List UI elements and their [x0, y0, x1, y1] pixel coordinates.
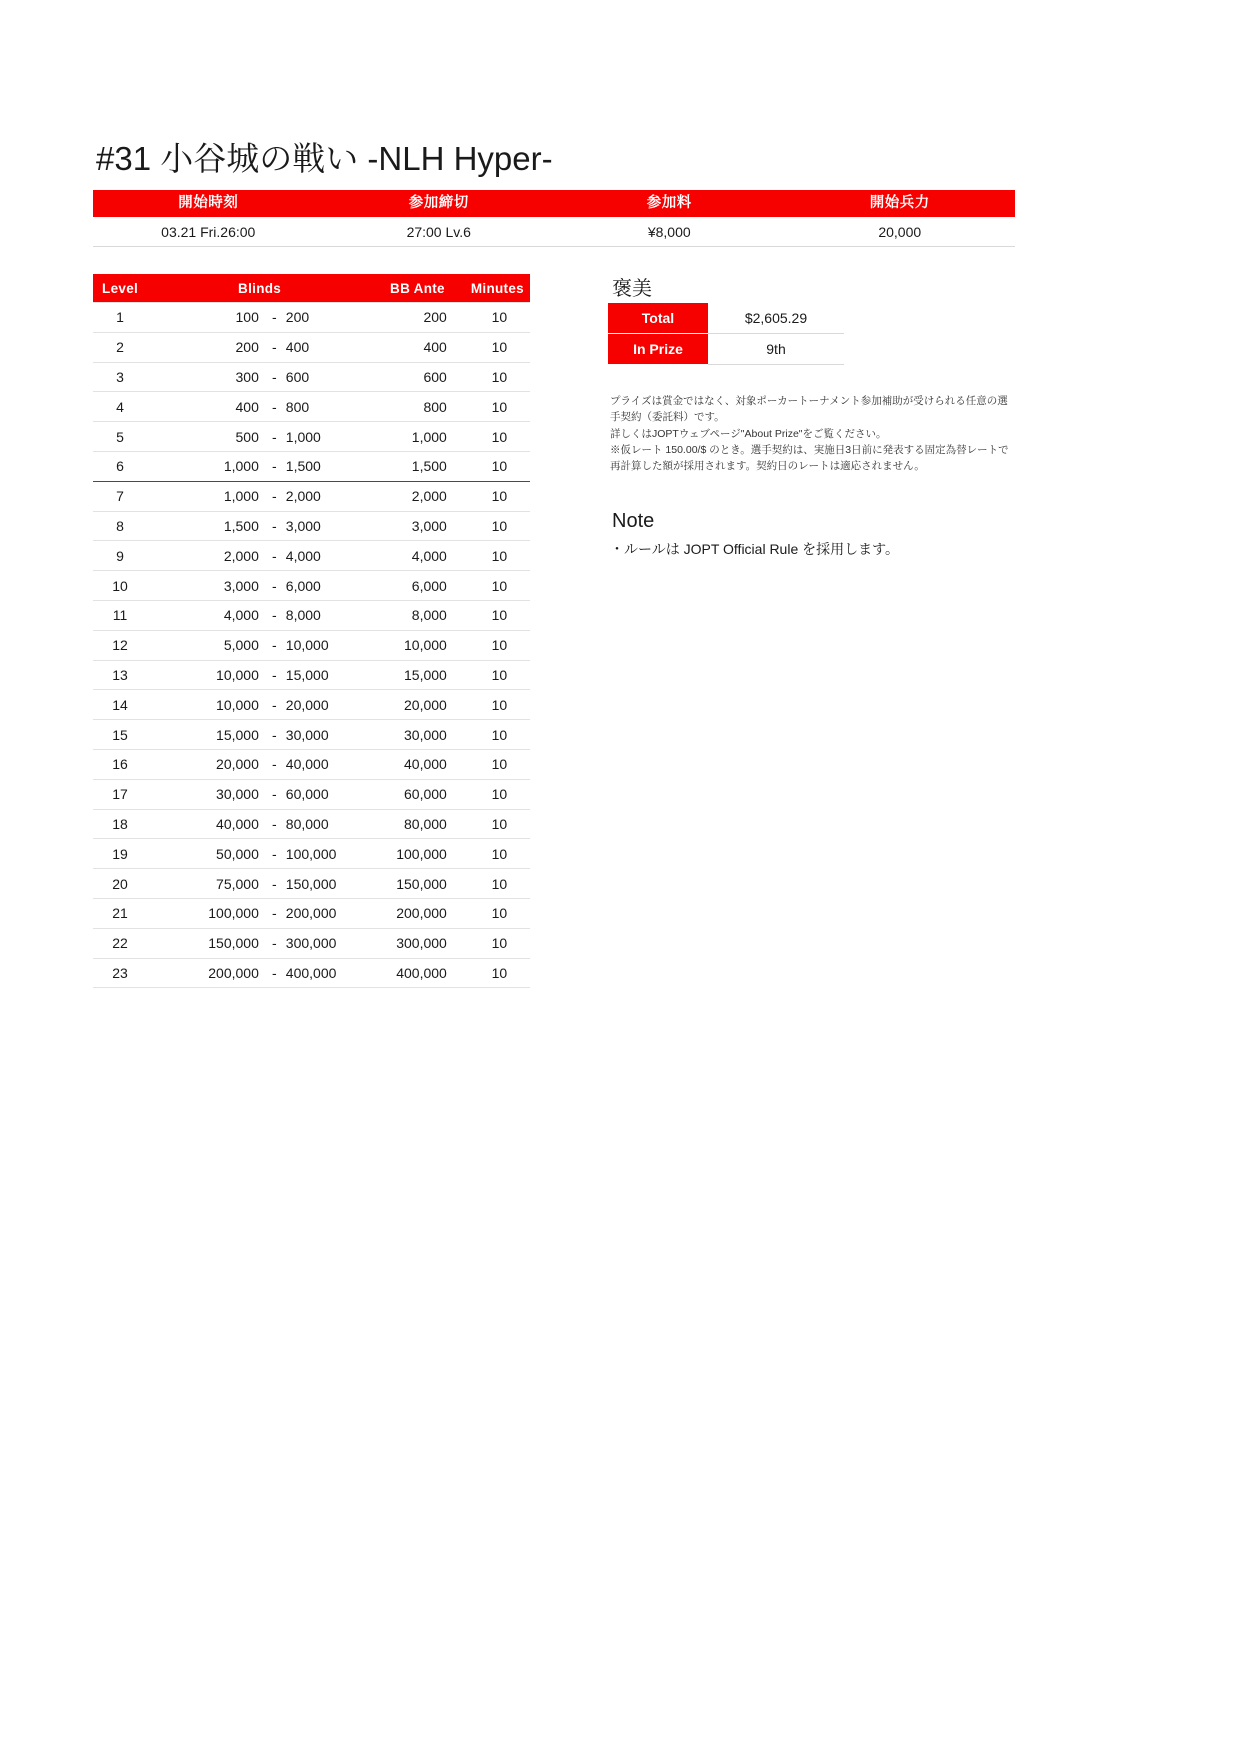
cell-blind-separator: - — [265, 660, 284, 690]
cell-minutes: 10 — [469, 660, 530, 690]
cell-level: 20 — [93, 869, 147, 899]
cell-blind-separator: - — [265, 720, 284, 750]
cell-blind-separator: - — [265, 779, 284, 809]
cell-bb-ante: 30,000 — [372, 720, 469, 750]
prize-table-body — [608, 303, 844, 365]
cell-minutes: 10 — [469, 600, 530, 630]
table-row — [93, 630, 530, 660]
cell-level: 6 — [93, 451, 147, 481]
table-row — [93, 958, 530, 988]
cell-minutes: 10 — [469, 303, 530, 333]
table-row — [93, 541, 530, 571]
cell-small-blind: 20,000 — [147, 749, 265, 779]
cell-bb-ante: 2,000 — [372, 481, 469, 511]
cell-blind-separator: - — [265, 898, 284, 928]
cell-small-blind: 200,000 — [147, 958, 265, 988]
cell-minutes: 10 — [469, 332, 530, 362]
table-row — [93, 839, 530, 869]
cell-minutes: 10 — [469, 511, 530, 541]
cell-small-blind: 1,500 — [147, 511, 265, 541]
cell-big-blind: 1,500 — [284, 451, 372, 481]
cell-level: 21 — [93, 898, 147, 928]
cell-small-blind: 10,000 — [147, 660, 265, 690]
info-value-registration-deadline: 27:00 Lv.6 — [406, 224, 471, 240]
table-row — [93, 779, 530, 809]
cell-level: 11 — [93, 600, 147, 630]
cell-level: 14 — [93, 690, 147, 720]
table-row — [93, 809, 530, 839]
cell-blind-separator: - — [265, 332, 284, 362]
info-value-start-time: 03.21 Fri.26:00 — [161, 224, 256, 240]
cell-small-blind: 150,000 — [147, 928, 265, 958]
cell-big-blind: 400 — [284, 332, 372, 362]
cell-blind-separator: - — [265, 839, 284, 869]
cell-big-blind: 30,000 — [284, 720, 372, 750]
cell-small-blind: 2,000 — [147, 541, 265, 571]
cell-bb-ante: 150,000 — [372, 869, 469, 899]
cell-blind-separator: - — [265, 690, 284, 720]
blind-table-header — [93, 274, 530, 303]
cell-big-blind: 8,000 — [284, 600, 372, 630]
cell-level: 7 — [93, 481, 147, 511]
page-title: #31 小谷城の戦い -NLH Hyper- — [96, 140, 553, 177]
cell-big-blind: 100,000 — [284, 839, 372, 869]
cell-blind-separator: - — [265, 362, 284, 392]
table-row — [93, 392, 530, 422]
cell-small-blind: 50,000 — [147, 839, 265, 869]
info-header-start-time: 開始時刻 — [178, 195, 239, 211]
cell-small-blind: 100,000 — [147, 898, 265, 928]
prize-note-line: 手契約（委託料）です。 — [610, 411, 725, 424]
cell-minutes: 10 — [469, 720, 530, 750]
table-row — [93, 332, 530, 362]
cell-minutes: 10 — [469, 541, 530, 571]
cell-blind-separator: - — [265, 600, 284, 630]
cell-minutes: 10 — [469, 392, 530, 422]
prize-note-line: 詳しくはJOPTウェブページ"About Prize"をご覧ください。 — [610, 427, 887, 440]
cell-big-blind: 40,000 — [284, 749, 372, 779]
info-value-starting-stack: 20,000 — [878, 224, 922, 240]
cell-big-blind: 6,000 — [284, 571, 372, 601]
table-row — [93, 690, 530, 720]
cell-minutes: 10 — [469, 630, 530, 660]
cell-blind-separator: - — [265, 451, 284, 481]
cell-level: 17 — [93, 779, 147, 809]
blind-table-body — [93, 303, 530, 988]
cell-level: 15 — [93, 720, 147, 750]
cell-bb-ante: 3,000 — [372, 511, 469, 541]
prize-section-heading: 褒美 — [612, 278, 652, 300]
cell-small-blind: 3,000 — [147, 571, 265, 601]
table-row — [93, 600, 530, 630]
cell-bb-ante: 20,000 — [372, 690, 469, 720]
cell-blind-separator: - — [265, 541, 284, 571]
table-row — [93, 422, 530, 452]
info-header-registration-deadline: 参加締切 — [408, 195, 469, 211]
blind-structure-table — [93, 274, 530, 988]
prize-note-line: 再計算した額が採用されます。契約日のレートは適応されません。 — [610, 460, 925, 473]
cell-bb-ante: 800 — [372, 392, 469, 422]
info-header-starting-stack: 開始兵力 — [869, 195, 930, 211]
cell-big-blind: 2,000 — [284, 481, 372, 511]
cell-level: 1 — [93, 303, 147, 333]
cell-level: 10 — [93, 571, 147, 601]
cell-level: 13 — [93, 660, 147, 690]
cell-blind-separator: - — [265, 809, 284, 839]
cell-level: 12 — [93, 630, 147, 660]
cell-big-blind: 400,000 — [284, 958, 372, 988]
cell-level: 9 — [93, 541, 147, 571]
cell-blind-separator: - — [265, 392, 284, 422]
table-row — [93, 749, 530, 779]
prize-note-line: プライズは賞金ではなく、対象ポーカートーナメント参加補助が受けられる任意の選 — [610, 395, 1008, 407]
table-row — [93, 362, 530, 392]
note-body — [610, 538, 1015, 560]
cell-minutes: 10 — [469, 422, 530, 452]
table-row — [93, 869, 530, 899]
cell-big-blind: 600 — [284, 362, 372, 392]
column-header-minutes: Minutes — [469, 274, 530, 303]
cell-bb-ante: 80,000 — [372, 809, 469, 839]
cell-bb-ante: 200,000 — [372, 898, 469, 928]
cell-small-blind: 300 — [147, 362, 265, 392]
table-row — [93, 660, 530, 690]
table-row — [93, 481, 530, 511]
cell-bb-ante: 6,000 — [372, 571, 469, 601]
cell-big-blind: 150,000 — [284, 869, 372, 899]
cell-level: 4 — [93, 392, 147, 422]
cell-level: 3 — [93, 362, 147, 392]
cell-level: 16 — [93, 749, 147, 779]
cell-blind-separator: - — [265, 511, 284, 541]
cell-small-blind: 15,000 — [147, 720, 265, 750]
cell-bb-ante: 1,500 — [372, 451, 469, 481]
cell-level: 2 — [93, 332, 147, 362]
prize-notes — [610, 393, 1015, 474]
cell-blind-separator: - — [265, 571, 284, 601]
cell-level: 8 — [93, 511, 147, 541]
cell-bb-ante: 400,000 — [372, 958, 469, 988]
cell-minutes: 10 — [469, 481, 530, 511]
cell-small-blind: 500 — [147, 422, 265, 452]
cell-small-blind: 1,000 — [147, 481, 265, 511]
cell-bb-ante: 4,000 — [372, 541, 469, 571]
cell-big-blind: 80,000 — [284, 809, 372, 839]
cell-bb-ante: 300,000 — [372, 928, 469, 958]
table-row — [93, 511, 530, 541]
cell-blind-separator: - — [265, 869, 284, 899]
cell-bb-ante: 200 — [372, 303, 469, 333]
cell-bb-ante: 100,000 — [372, 839, 469, 869]
prize-table — [608, 303, 844, 365]
table-row — [93, 303, 530, 333]
column-header-blinds: Blinds — [147, 274, 372, 303]
cell-level: 22 — [93, 928, 147, 958]
cell-blind-separator: - — [265, 481, 284, 511]
cell-big-blind: 60,000 — [284, 779, 372, 809]
cell-small-blind: 10,000 — [147, 690, 265, 720]
cell-blind-separator: - — [265, 303, 284, 333]
cell-minutes: 10 — [469, 809, 530, 839]
cell-small-blind: 40,000 — [147, 809, 265, 839]
cell-blind-separator: - — [265, 958, 284, 988]
cell-big-blind: 300,000 — [284, 928, 372, 958]
cell-small-blind: 1,000 — [147, 451, 265, 481]
prize-note-line: ※仮レート 150.00/$ のとき。選手契約は、実施日3日前に発表する固定為替レートで — [610, 443, 1009, 456]
cell-small-blind: 5,000 — [147, 630, 265, 660]
table-header-row — [93, 274, 530, 303]
cell-blind-separator: - — [265, 422, 284, 452]
table-row — [93, 898, 530, 928]
cell-minutes: 10 — [469, 779, 530, 809]
info-value-entry-fee: ¥8,000 — [647, 224, 691, 240]
note-line: ・ルールは JOPT Official Rule を採用します。 — [610, 541, 900, 557]
cell-big-blind: 1,000 — [284, 422, 372, 452]
table-row — [93, 571, 530, 601]
prize-row — [608, 303, 844, 334]
cell-minutes: 10 — [469, 839, 530, 869]
cell-minutes: 10 — [469, 928, 530, 958]
cell-small-blind: 30,000 — [147, 779, 265, 809]
cell-level: 18 — [93, 809, 147, 839]
cell-bb-ante: 8,000 — [372, 600, 469, 630]
table-row — [93, 720, 530, 750]
cell-bb-ante: 15,000 — [372, 660, 469, 690]
cell-big-blind: 200 — [284, 303, 372, 333]
prize-row-value: $2,605.29 — [708, 303, 844, 334]
cell-big-blind: 20,000 — [284, 690, 372, 720]
cell-blind-separator: - — [265, 630, 284, 660]
cell-minutes: 10 — [469, 749, 530, 779]
cell-minutes: 10 — [469, 898, 530, 928]
cell-bb-ante: 400 — [372, 332, 469, 362]
cell-level: 19 — [93, 839, 147, 869]
cell-blind-separator: - — [265, 928, 284, 958]
cell-bb-ante: 40,000 — [372, 749, 469, 779]
cell-minutes: 10 — [469, 958, 530, 988]
cell-big-blind: 800 — [284, 392, 372, 422]
event-info-header — [93, 190, 1015, 217]
column-header-level: Level — [93, 274, 147, 303]
cell-blind-separator: - — [265, 749, 284, 779]
cell-bb-ante: 600 — [372, 362, 469, 392]
cell-small-blind: 200 — [147, 332, 265, 362]
prize-row-value: 9th — [708, 334, 844, 365]
prize-row — [608, 334, 844, 365]
table-row — [93, 928, 530, 958]
cell-big-blind: 4,000 — [284, 541, 372, 571]
prize-row-label: Total — [608, 303, 708, 334]
info-header-entry-fee: 参加料 — [646, 195, 692, 211]
cell-minutes: 10 — [469, 690, 530, 720]
note-section-heading: Note — [612, 510, 655, 532]
column-header-bb-ante: BB Ante — [372, 274, 469, 303]
cell-level: 5 — [93, 422, 147, 452]
cell-minutes: 10 — [469, 451, 530, 481]
table-row — [93, 451, 530, 481]
cell-minutes: 10 — [469, 571, 530, 601]
cell-minutes: 10 — [469, 869, 530, 899]
prize-row-label: In Prize — [608, 334, 708, 365]
cell-big-blind: 200,000 — [284, 898, 372, 928]
cell-small-blind: 4,000 — [147, 600, 265, 630]
cell-small-blind: 100 — [147, 303, 265, 333]
cell-bb-ante: 10,000 — [372, 630, 469, 660]
cell-minutes: 10 — [469, 362, 530, 392]
cell-bb-ante: 1,000 — [372, 422, 469, 452]
cell-big-blind: 3,000 — [284, 511, 372, 541]
cell-level: 23 — [93, 958, 147, 988]
cell-big-blind: 15,000 — [284, 660, 372, 690]
cell-small-blind: 400 — [147, 392, 265, 422]
event-info-values — [93, 219, 1015, 247]
cell-bb-ante: 60,000 — [372, 779, 469, 809]
cell-small-blind: 75,000 — [147, 869, 265, 899]
cell-big-blind: 10,000 — [284, 630, 372, 660]
